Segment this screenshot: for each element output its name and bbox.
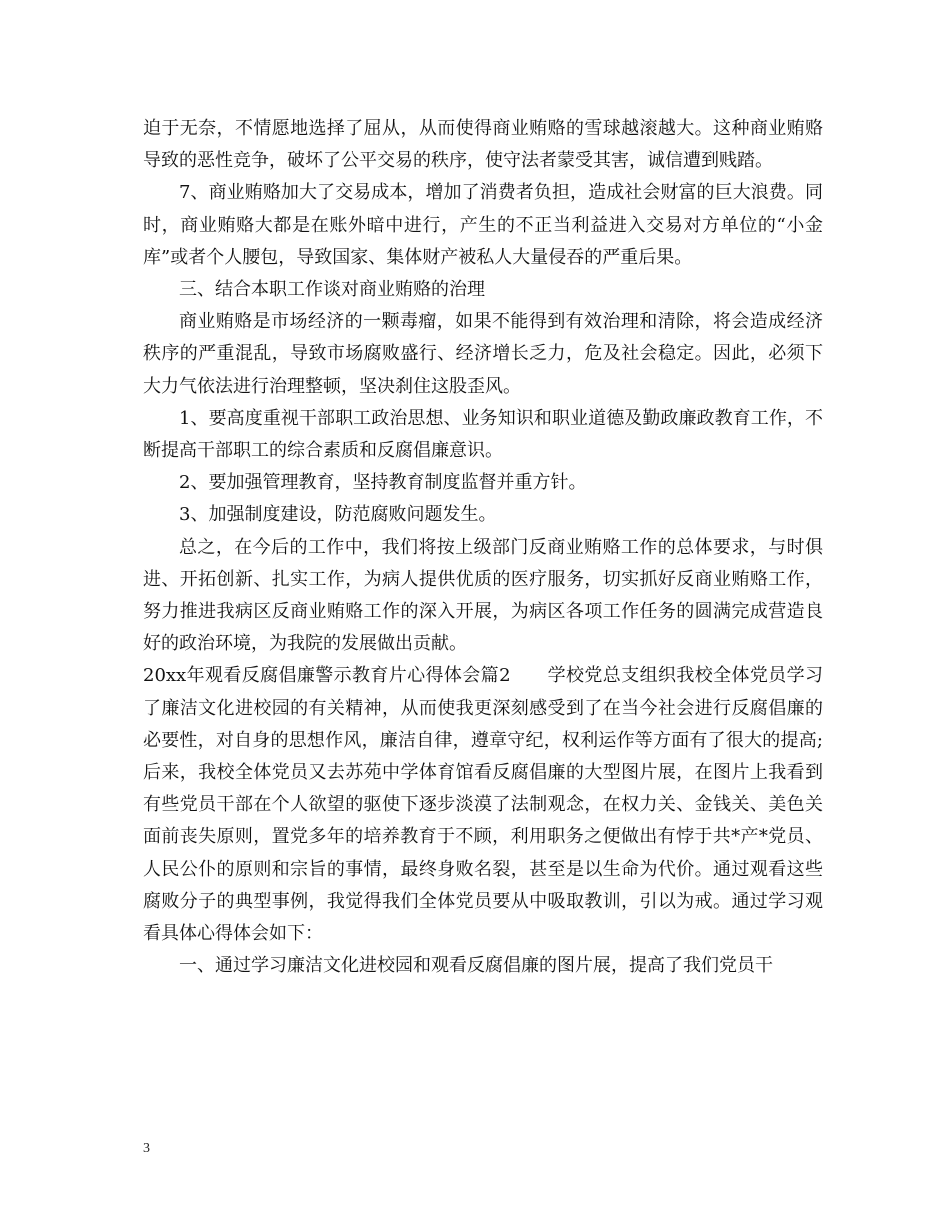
paragraph-2: 7、商业贿赂加大了交易成本，增加了消费者负担，造成社会财富的巨大浪费。同时，商业贿赂大都是在账外暗中进行，产生的不正当利益进入交易对方单位的“小金库”或者个人腰包，导致国家、集体财产被私人大量侵吞的严重后果。 [143, 182, 823, 268]
paragraph-1: 迫于无奈，不情愿地选择了屈从，从而使得商业贿赂的雪球越滚越大。这种商业贿赂导致的恶性竞争，破坏了公平交易的秩序，使守法者蒙受其害，诚信遭到贱踏。 [143, 118, 823, 172]
paragraph-8: 总之，在今后的工作中，我们将按上级部门反商业贿赂工作的总体要求，与时俱进、开拓创新、扎实工作，为病人提供优质的医疗服务，切实抓好反商业贿赂工作，努力推进我病区反商业贿赂工作的深入开展，为病区各项工作任务的圆满完成营造良好的政治环境，为我院的发展做出贡献。 [143, 536, 823, 655]
paragraph-6: 2、要加强管理教育，坚持教育制度监督并重方针。 [179, 472, 587, 494]
paragraph-7: 3、加强制度建设，防范腐败问题发生。 [179, 504, 497, 526]
page-number: 3 [143, 1141, 150, 1156]
paragraph-10: 一、通过学习廉洁文化进校园和观看反腐倡廉的图片展，提高了我们党员干 [179, 955, 773, 977]
body-text [143, 113, 823, 982]
paragraph-9: 20xx年观看反腐倡廉警示教育片心得体会篇2 学校党总支组织我校全体党员学习了廉洁文化进校园的有关精神，从而使我更深刻感受到了在当今社会进行反腐倡廉的必要性，对自身的思想作风，廉洁自律，遵章守纪，权利运作等方面有了很大的提高;后来，我校全体党员又去苏苑中学体育馆看反腐倡廉的大型图片展，在图片上我看到有些党员干部在个人欲望的驱使下逐步淡漠了法制观念，在权力关、金钱关、美色关面前丧失原则，置党多年的培养教育于不顾，利用职务之便做出有悖于共*产*党员、人民公仆的原则和宗旨的事情，最终身败名裂，甚至是以生命为代价。通过观看这些腐败分子的典型事例，我觉得我们全体党员要从中吸取教训，引以为戒。通过学习观看具体心得体会如下： [143, 665, 823, 945]
section-heading-3: 三、结合本职工作谈对商业贿赂的治理 [179, 279, 485, 301]
paragraph-4: 商业贿赂是市场经济的一颗毒瘤，如果不能得到有效治理和清除，将会造成经济秩序的严重混乱，导致市场腐败盛行、经济增长乏力，危及社会稳定。因此，必须下大力气依法进行治理整顿，坚决刹住这股歪风。 [143, 311, 823, 397]
paragraph-5: 1、要高度重视干部职工政治思想、业务知识和职业道德及勤政廉政教育工作，不断提高干部职工的综合素质和反腐倡廉意识。 [143, 407, 823, 462]
